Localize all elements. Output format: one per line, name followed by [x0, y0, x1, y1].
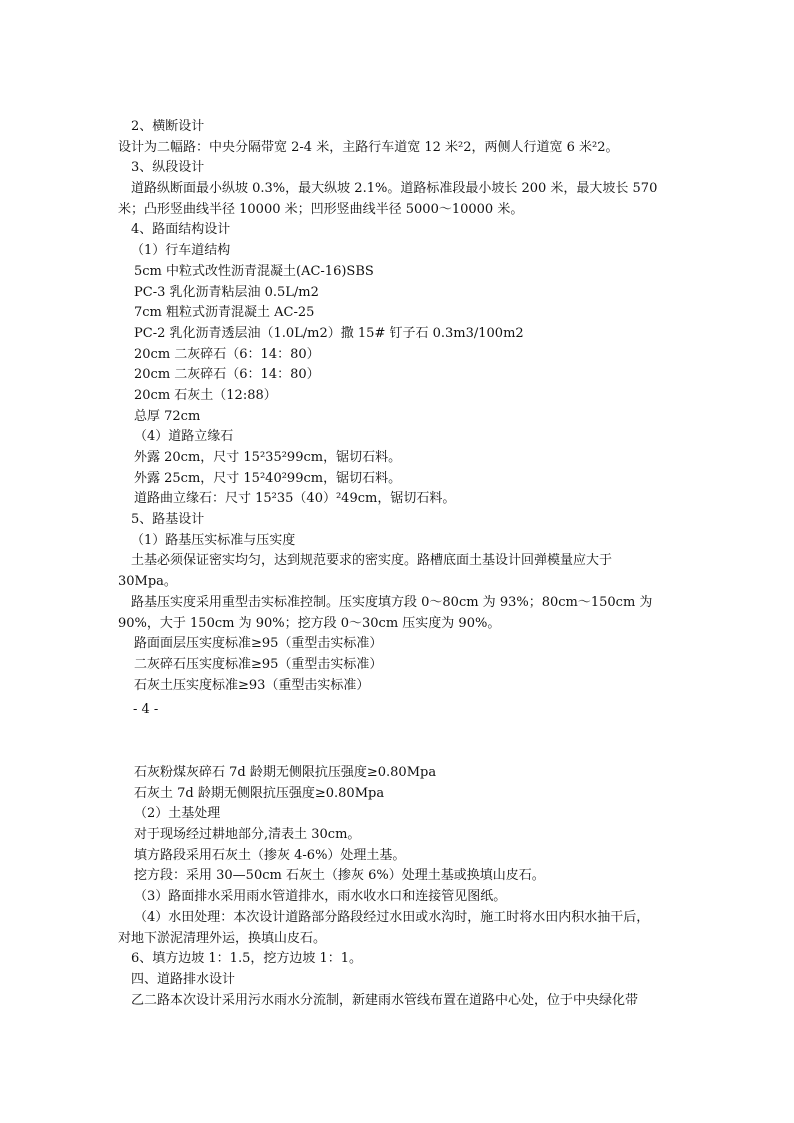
list-item: 20cm 石灰土（12:88）: [134, 387, 277, 403]
paragraph-line: 挖方段：采用 30—50cm 石灰土（掺灰 6%）处理土基或换填山皮石。: [134, 868, 545, 884]
text-block-upper: [118, 117, 678, 696]
text-block-lower: [118, 763, 678, 1011]
heading-cross-section: 2、横断设计: [131, 119, 205, 134]
list-item: 二灰碎石压实度标准≥95（重型击实标准）: [134, 656, 383, 672]
subheading-curb-stone: （4）道路立缘石: [134, 429, 234, 445]
subheading-soil-treatment: （2）土基处理: [134, 806, 221, 822]
paragraph-line: （3）路面排水采用雨水管道排水，雨水收水口和连接管见图纸。: [134, 889, 507, 905]
list-item: PC-3 乳化沥青粘层油 0.5L/m2: [134, 284, 319, 300]
list-item: 路面面层压实度标准≥95（重型击实标准）: [134, 636, 383, 652]
paragraph-line: 道路纵断面最小纵坡 0.3%，最大纵坡 2.1%。道路标准段最小坡长 200 米，最大坡长 570: [131, 181, 658, 197]
heading-pavement-structure: 4、路面结构设计: [131, 222, 231, 238]
paragraph-line: 填方路段采用石灰土（掺灰 4-6%）处理土基。: [134, 847, 406, 863]
heading-longitudinal: 3、纵段设计: [131, 160, 205, 176]
paragraph-line: 对地下淤泥清理外运，换填山皮石。: [118, 930, 327, 946]
list-item: 7cm 粗粒式沥青混凝土 AC-25: [134, 305, 315, 321]
heading-drainage: 四、道路排水设计: [131, 971, 236, 987]
paragraph-line: 对于现场经过耕地部分,清表土 30cm。: [134, 827, 361, 843]
paragraph-line: （4）水田处理：本次设计道路部分路段经过水田或水沟时，施工时将水田内积水抽干后，: [134, 909, 650, 925]
list-item: 20cm 二灰碎石（6：14：80）: [134, 346, 320, 362]
subheading-compaction: （1）路基压实标准与压实度: [131, 532, 296, 548]
paragraph-line: 乙二路本次设计采用污水雨水分流制，新建雨水管线布置在道路中心处，位于中央绿化带: [131, 992, 639, 1008]
list-item: 5cm 中粒式改性沥青混凝土(AC-16)SBS: [134, 263, 374, 279]
list-item: PC-2 乳化沥青透层油（1.0L/m2）撒 15# 钉子石 0.3m3/100m2: [134, 325, 524, 341]
list-item: 20cm 二灰碎石（6：14：80）: [134, 367, 320, 383]
paragraph-line: 米；凸形竖曲线半径 10000 米；凹形竖曲线半径 5000～10000 米。: [118, 201, 524, 217]
paragraph-line: 90%，大于 150cm 为 90%；挖方段 0～30cm 压实度为 90%。: [118, 615, 501, 631]
paragraph-line: 30Mpa。: [118, 574, 177, 590]
list-item: 外露 25cm，尺寸 15²40²99cm，锯切石料。: [134, 470, 402, 486]
list-item: 石灰土压实度标准≥93（重型击实标准）: [134, 677, 370, 693]
page-number: - 4 -: [133, 702, 159, 717]
paragraph-line: 路基压实度采用重型击实标准控制。压实度填方段 0～80cm 为 93%；80cm～150cm 为: [131, 594, 653, 610]
list-item: 石灰粉煤灰碎石 7d 龄期无侧限抗压强度≥0.80Mpa: [134, 765, 437, 780]
list-item: 外露 20cm，尺寸 15²35²99cm，锯切石料。: [134, 450, 402, 465]
heading-subgrade: 5、路基设计: [131, 512, 205, 528]
heading-slope: 6、填方边坡 1：1.5，挖方边坡 1：1。: [131, 951, 363, 967]
paragraph-line: 设计为二幅路：中央分隔带宽 2-4 米，主路行车道宽 12 米²2，两侧人行道宽 6 米²2。: [118, 139, 619, 155]
subheading-lane-structure: （1）行车道结构: [131, 243, 231, 259]
paragraph-line: 土基必须保证密实均匀，达到规范要求的密实度。路槽底面土基设计回弹模量应大于: [131, 553, 613, 569]
list-item: 石灰土 7d 龄期无侧限抗压强度≥0.80Mpa: [134, 785, 385, 801]
list-item: 总厚 72cm: [134, 408, 201, 424]
list-item: 道路曲立缘石：尺寸 15²35（40）²49cm，锯切石料。: [134, 491, 456, 507]
